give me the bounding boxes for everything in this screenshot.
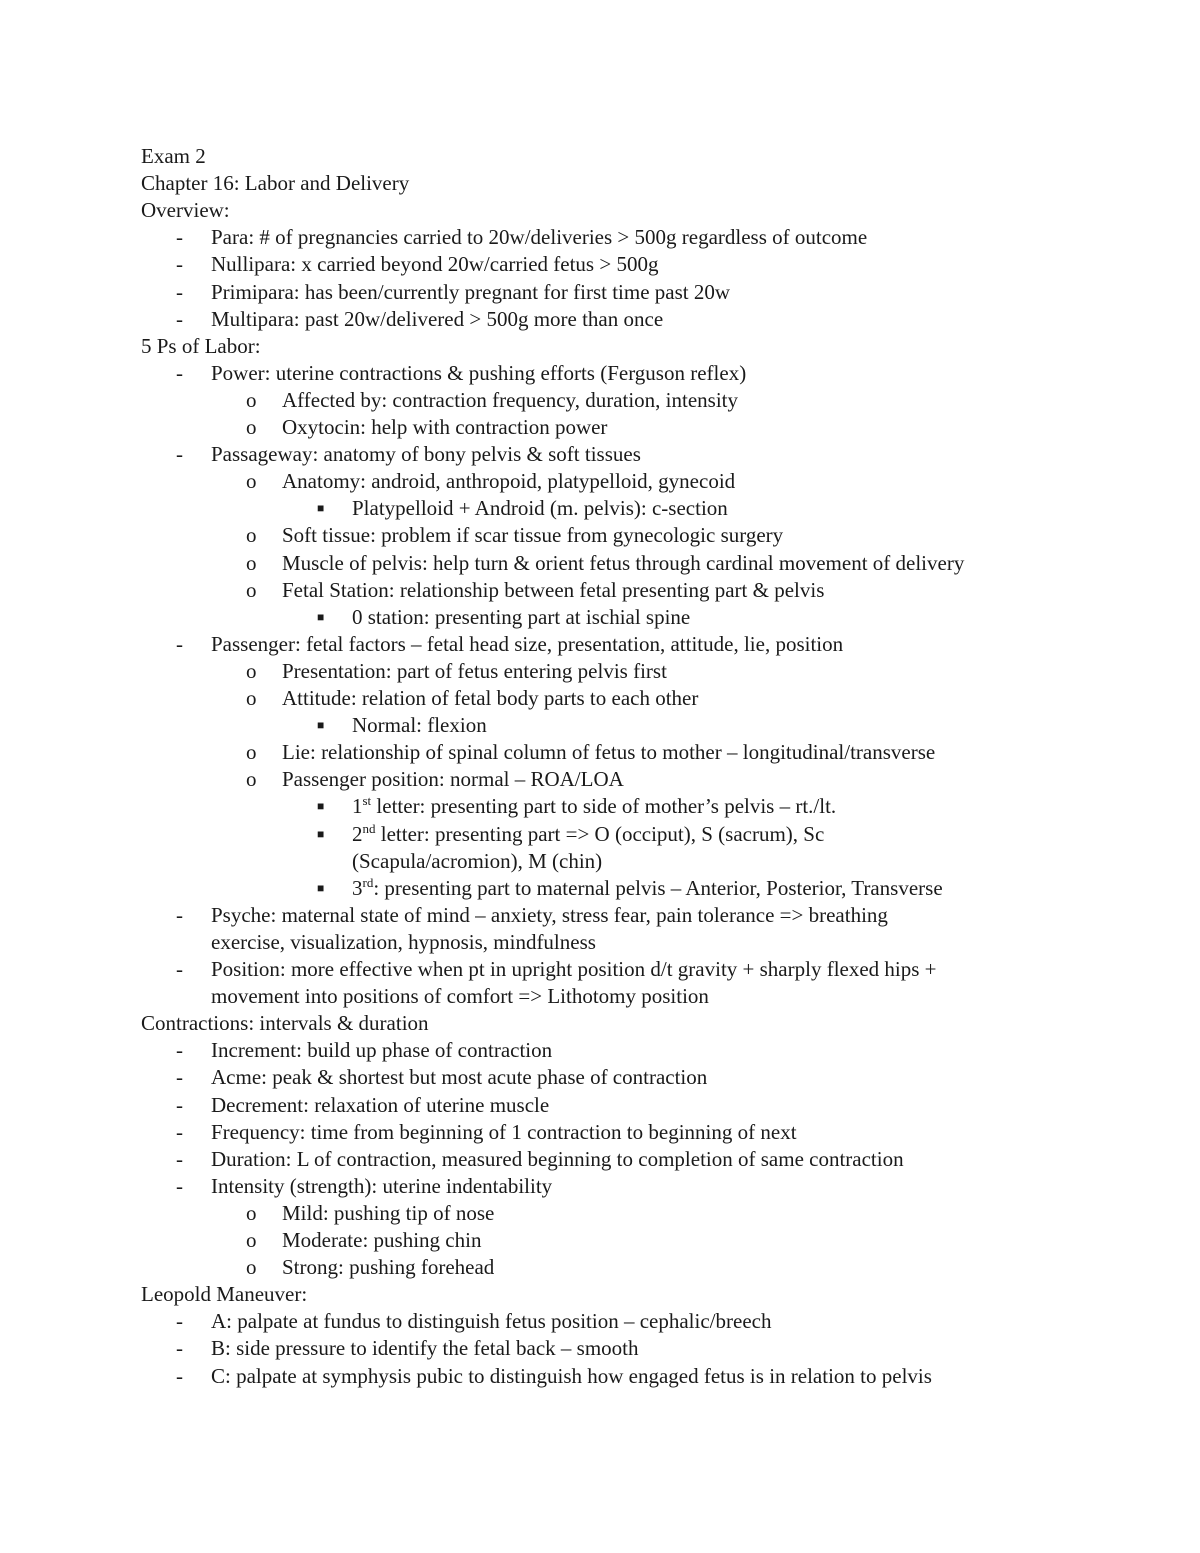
- square-bullet-icon: ■: [317, 609, 325, 624]
- dash-bullet-icon: -: [176, 360, 183, 385]
- circle-bullet-icon: o: [246, 740, 257, 765]
- line-body: Primipara: has been/currently pregnant for first time past 20w: [211, 279, 731, 304]
- line-text: [211, 1335, 639, 1362]
- circle-bullet-icon: o: [246, 577, 257, 602]
- line-text: [211, 631, 843, 658]
- line-body: Platypelloid + Android (m. pelvis): c-section: [352, 496, 728, 521]
- line-body: Position: more effective when pt in upright position d/t gravity + sharply flexed hips +: [211, 957, 937, 981]
- line-text: [141, 1281, 307, 1308]
- line-body: Chapter 16: Labor and Delivery: [141, 171, 410, 196]
- circle-bullet-icon: o: [246, 1228, 257, 1252]
- line-body: C: palpate at symphysis pubic to distinguish how engaged fetus is in relation to pelvis: [211, 1363, 932, 1388]
- line-body: 5 Ps of Labor:: [141, 333, 261, 358]
- line-body: Acme: peak & shortest but most acute phase of contraction: [211, 1065, 708, 1090]
- circle-bullet-icon: o: [246, 550, 257, 575]
- dash-bullet-icon: -: [176, 1092, 183, 1117]
- line-body: Oxytocin: help with contraction power: [282, 415, 608, 439]
- line-text: [141, 1010, 429, 1037]
- line-text: [352, 848, 602, 875]
- dash-bullet-icon: -: [176, 1336, 183, 1361]
- dash-bullet-icon: -: [176, 1309, 183, 1334]
- line-body: Lie: relationship of spinal column of fetus to mother – longitudinal/transverse: [282, 740, 936, 765]
- line-text: [141, 333, 261, 360]
- line-text: [282, 468, 735, 495]
- circle-bullet-icon: o: [246, 415, 257, 439]
- line-body: Duration: L of contraction, measured beginning to completion of same contraction: [211, 1146, 904, 1171]
- line-body: Soft tissue: problem if scar tissue from gynecologic surgery: [282, 523, 784, 548]
- dash-bullet-icon: -: [176, 225, 183, 250]
- line-text: [352, 875, 943, 902]
- line-body: Anatomy: android, anthropoid, platypelloid, gynecoid: [282, 469, 736, 494]
- line-body: A: palpate at fundus to distinguish fetus position – cephalic/breech: [211, 1309, 772, 1334]
- line-text: [282, 1254, 494, 1281]
- ordinal-suffix: rd: [362, 874, 374, 890]
- line-text: [282, 1200, 494, 1227]
- circle-bullet-icon: o: [246, 767, 257, 792]
- dash-bullet-icon: -: [176, 631, 183, 656]
- line-text: [282, 387, 738, 414]
- line-body: Fetal Station: relationship between fetal presenting part & pelvis: [282, 577, 825, 602]
- line-body: Normal: flexion: [352, 713, 487, 738]
- dash-bullet-icon: -: [176, 1363, 183, 1388]
- line-text: [211, 1037, 552, 1064]
- line-text: [211, 1173, 552, 1200]
- line-text: [352, 793, 836, 820]
- line-body: Muscle of pelvis: help turn & orient fetus through cardinal movement of delivery: [282, 550, 965, 575]
- line-text: [211, 1064, 707, 1091]
- dash-bullet-icon: -: [176, 902, 183, 927]
- line-body: Psyche: maternal state of mind – anxiety, stress fear, pain tolerance => breathing: [211, 902, 888, 927]
- line-body: Para: # of pregnancies carried to 20w/deliveries > 500g regardless of outcome: [211, 225, 868, 250]
- line-body: Presentation: part of fetus entering pelvis first: [282, 658, 667, 683]
- line-body: movement into positions of comfort => Lithotomy position: [211, 984, 709, 1009]
- dash-bullet-icon: -: [176, 957, 183, 981]
- circle-bullet-icon: o: [246, 469, 257, 494]
- ordinal-number: 1: [352, 794, 363, 819]
- line-text: [211, 902, 888, 929]
- ordinal-number: 3: [352, 875, 363, 900]
- line-body: B: side pressure to identify the fetal back – smooth: [211, 1336, 639, 1361]
- circle-bullet-icon: o: [246, 1200, 257, 1225]
- line-text: [282, 739, 935, 766]
- line-body: 0 station: presenting part at ischial spine: [352, 604, 691, 629]
- line-body: Decrement: relaxation of uterine muscle: [211, 1092, 550, 1117]
- dash-bullet-icon: -: [176, 1119, 183, 1144]
- line-body: exercise, visualization, hypnosis, mindfulness: [211, 929, 596, 954]
- line-text: [211, 1308, 771, 1335]
- line-text: [141, 170, 409, 197]
- line-text: [352, 604, 690, 631]
- dash-bullet-icon: -: [176, 279, 183, 304]
- line-body: Leopold Maneuver:: [141, 1282, 308, 1307]
- line-text: [211, 1146, 904, 1173]
- line-body: Passenger position: normal – ROA/LOA: [282, 767, 624, 792]
- line-text: [211, 306, 663, 333]
- line-text: [211, 956, 937, 983]
- dash-bullet-icon: -: [176, 252, 183, 277]
- line-body: Frequency: time from beginning of 1 contraction to beginning of next: [211, 1119, 797, 1144]
- line-text: [141, 197, 230, 224]
- line-body: Intensity (strength): uterine indentability: [211, 1173, 553, 1198]
- line-text: [282, 766, 624, 793]
- square-bullet-icon: ■: [317, 880, 325, 895]
- line-text: [211, 441, 641, 468]
- line-body: : presenting part to maternal pelvis – Anterior, Posterior, Transverse: [373, 875, 943, 900]
- line-body: Passenger: fetal factors – fetal head size, presentation, attitude, lie, position: [211, 631, 844, 656]
- line-text: [211, 360, 746, 387]
- line-text: [141, 143, 206, 170]
- line-text: [282, 1227, 481, 1254]
- circle-bullet-icon: o: [246, 686, 257, 710]
- dash-bullet-icon: -: [176, 1038, 183, 1063]
- ordinal-suffix: st: [362, 793, 372, 809]
- ordinal-suffix: nd: [362, 820, 376, 836]
- line-body: Overview:: [141, 198, 230, 223]
- line-body: Nullipara: x carried beyond 20w/carried fetus > 500g: [211, 252, 659, 277]
- line-text: [282, 658, 667, 685]
- line-body: Strong: pushing forehead: [282, 1255, 495, 1280]
- line-body: (Scapula/acromion), M (chin): [352, 848, 603, 873]
- line-text: [352, 821, 824, 848]
- line-text: [211, 983, 709, 1010]
- dash-bullet-icon: -: [176, 442, 183, 467]
- line-text: [282, 414, 607, 441]
- line-body: Attitude: relation of fetal body parts to each other: [282, 686, 699, 710]
- line-text: [211, 251, 658, 278]
- line-body: Mild: pushing tip of nose: [282, 1200, 495, 1225]
- ordinal-number: 2: [352, 821, 363, 846]
- dash-bullet-icon: -: [176, 1173, 183, 1198]
- line-body: Multipara: past 20w/delivered > 500g more than once: [211, 306, 664, 331]
- line-text: [211, 929, 596, 956]
- circle-bullet-icon: o: [246, 1255, 257, 1280]
- line-body: Contractions: intervals & duration: [141, 1011, 429, 1036]
- line-body: Increment: build up phase of contraction: [211, 1038, 553, 1063]
- line-text: [282, 685, 698, 712]
- square-bullet-icon: ■: [317, 501, 325, 516]
- line-body: letter: presenting part to side of mother’s pelvis – rt./lt.: [371, 794, 837, 819]
- line-body: Passageway: anatomy of bony pelvis & soft tissues: [211, 442, 641, 467]
- line-text: [282, 522, 783, 549]
- line-text: [211, 1092, 549, 1119]
- square-bullet-icon: ■: [317, 718, 325, 733]
- circle-bullet-icon: o: [246, 387, 257, 412]
- dash-bullet-icon: -: [176, 1065, 183, 1090]
- line-body: Affected by: contraction frequency, duration, intensity: [282, 387, 739, 412]
- dash-bullet-icon: -: [176, 1146, 183, 1171]
- circle-bullet-icon: o: [246, 658, 257, 683]
- line-text: [211, 279, 730, 306]
- line-body: Power: uterine contractions & pushing efforts (Ferguson reflex): [211, 360, 747, 385]
- line-text: [211, 224, 867, 251]
- line-text: [282, 550, 964, 577]
- circle-bullet-icon: o: [246, 523, 257, 548]
- line-text: [352, 712, 487, 739]
- dash-bullet-icon: -: [176, 306, 183, 331]
- line-body: letter: presenting part => O (occiput), S (sacrum), Sc: [375, 821, 825, 846]
- line-body: Exam 2: [141, 144, 206, 168]
- square-bullet-icon: ■: [317, 826, 325, 841]
- square-bullet-icon: ■: [317, 799, 325, 814]
- line-text: [352, 495, 728, 522]
- line-body: Moderate: pushing chin: [282, 1228, 482, 1252]
- line-text: [282, 577, 824, 604]
- line-text: [211, 1363, 932, 1390]
- line-text: [211, 1119, 797, 1146]
